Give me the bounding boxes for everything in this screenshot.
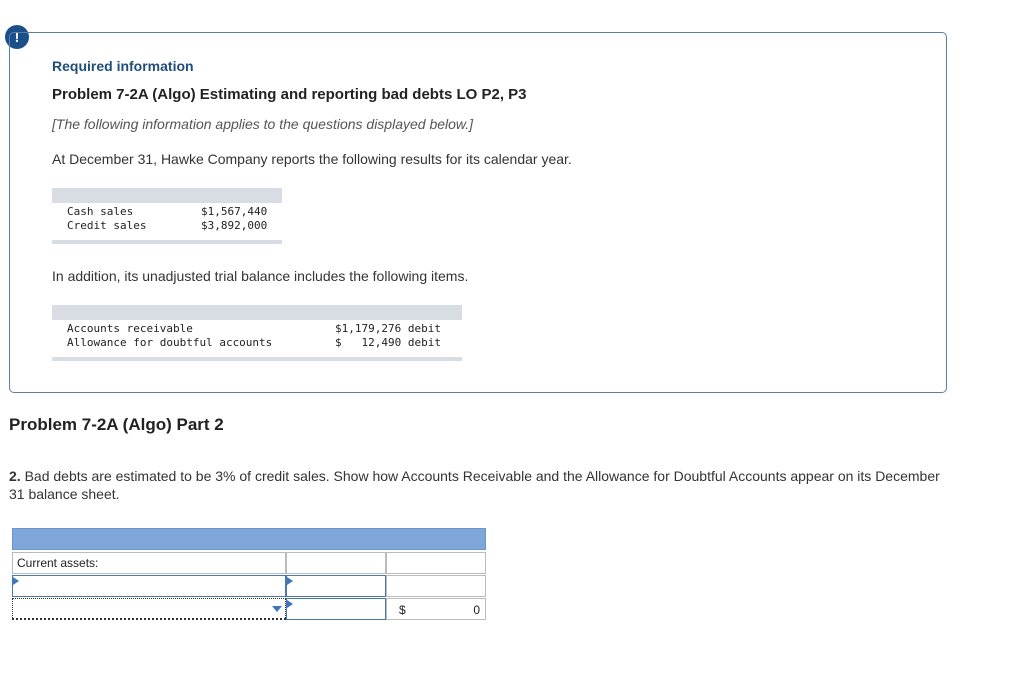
table-row-label: Accounts receivable <box>67 322 193 335</box>
total-value: 0 <box>473 603 480 617</box>
flag-icon <box>287 600 293 608</box>
grid-row <box>12 598 486 620</box>
total-cell <box>386 598 486 620</box>
table-row-value: $3,892,000 <box>201 219 268 232</box>
flag-icon <box>13 577 19 585</box>
problem-title: Problem 7-2A (Algo) Estimating and reporting bad debts LO P2, P3 <box>52 86 527 103</box>
amount-input[interactable] <box>286 598 386 620</box>
current-assets-label: Current assets: <box>12 552 286 574</box>
part-title: Problem 7-2A (Algo) Part 2 <box>9 415 224 434</box>
trial-balance-table <box>52 305 462 362</box>
table-row-value: $ 12,490 debit <box>335 336 441 349</box>
grid-header <box>12 528 486 550</box>
trial-balance-intro: In addition, its unadjusted trial balance includes the following items. <box>52 268 469 284</box>
grid-row <box>12 552 486 574</box>
answer-grid <box>12 528 486 621</box>
table-row-label: Allowance for doubtful accounts <box>67 336 273 349</box>
table-row-label: Credit sales <box>67 219 147 232</box>
empty-cell <box>386 575 486 597</box>
chevron-down-icon[interactable] <box>272 606 282 612</box>
table-row-value: $1,179,276 debit <box>335 322 441 335</box>
question-number: 2. <box>9 468 21 484</box>
question-text <box>9 467 959 503</box>
flag-icon <box>287 577 293 585</box>
empty-cell <box>286 552 386 574</box>
table-row-value: $1,567,440 <box>201 205 268 218</box>
dollar-sign: $ <box>399 603 406 617</box>
question-body: Bad debts are estimated to be 3% of credit sales. Show how Accounts Receivable and the Allowance for Doubtful Accounts appear on its December 31 balance sheet. <box>9 468 940 502</box>
intro-text: At December 31, Hawke Company reports the following results for its calendar year. <box>52 151 572 167</box>
required-info-label: Required information <box>52 58 194 74</box>
info-note: [The following information applies to the questions displayed below.] <box>52 116 474 132</box>
sales-table <box>52 188 282 245</box>
amount-input[interactable] <box>286 575 386 597</box>
table-row-label: Cash sales <box>67 205 134 218</box>
grid-row <box>12 575 486 597</box>
account-input[interactable] <box>12 575 286 597</box>
empty-cell <box>386 552 486 574</box>
alert-icon: ! <box>5 25 29 49</box>
account-select[interactable] <box>12 598 286 620</box>
